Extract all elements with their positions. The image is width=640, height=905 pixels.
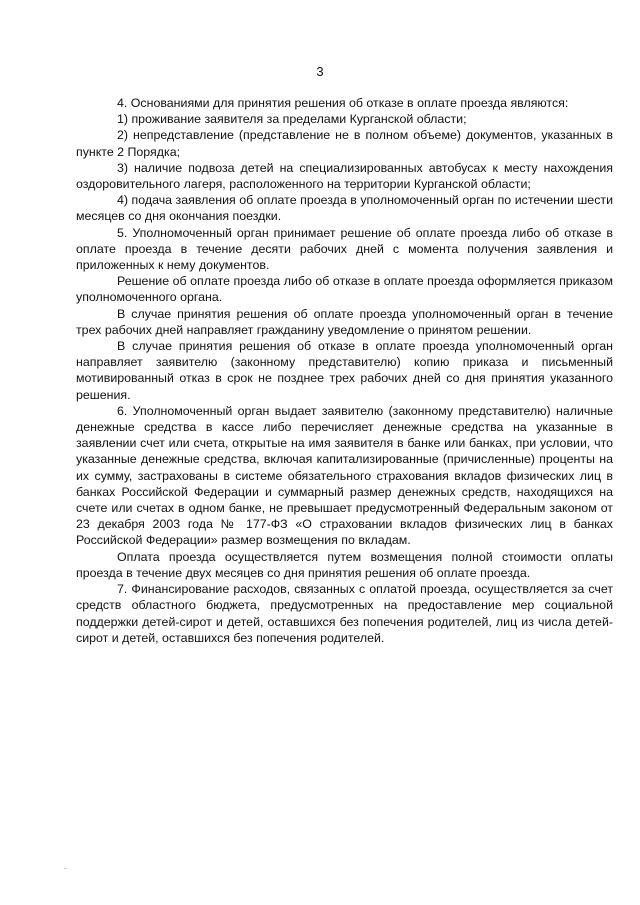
page-number: 3 <box>316 64 324 79</box>
paragraph-refusal-notice: В случае принятия решения об отказе в оплате проезда уполномоченный орган направляет заявителю (законному представителю) копию приказа и письменный мотивированный отказ в срок не позднее трех рабочих дней со дня принятия указанного решения. <box>76 339 613 402</box>
paragraph-payment-term: Оплата проезда осуществляется путем возмещения полной стоимости оплаты проезда в течение двух месяцев со дня принятия решения об оплате проезда. <box>76 549 613 580</box>
paragraph-item-4: 4. Основаниями для принятия решения об отказе в оплате проезда являются: <box>117 96 569 110</box>
paragraph-item-7: 7. Финансирование расходов, связанных с оплатой проезда, осуществляется за счет средств областного бюджета, предусмотренных на предоставление мер социальной поддержки детей-сирот и детей, оставшихся без попечения родителей, лиц из числа детей-сирот и детей, оставшихся без попечения родителей. <box>76 582 613 645</box>
paragraph-item-6: 6. Уполномоченный орган выдает заявителю (законному представителю) наличные денежные средства в кассе либо перечисляет денежные средства на указанные в заявлении счет или счета, открытые на имя заявителя в банке или банках, при условии, что указанные денежные средства, включая капитализированные (причисленные) проценты на их сумму, застрахованы в системе обязательного страхования вкладов физических лиц в банках Российской Федерации и суммарный размер денежных средств, находящихся на счете или счетах в одном банке, не превышает предусмотренный Федеральным законом от 23 декабря 2003 года № 177-ФЗ «О страховании вкладов физических лиц в банках Российской Федерации» размер возмещения по вкладам. <box>76 403 613 548</box>
paragraph-approval-notice: В случае принятия решения об оплате проезда уполномоченный орган в течение трех рабочих дней направляет гражданину уведомление о принятом решении. <box>76 306 613 337</box>
paragraph-item-5: 5. Уполномоченный орган принимает решение об оплате проезда либо об отказе в оплате проезда в течение десяти рабочих дней с момента получения заявления и приложенных к нему документов. <box>76 225 613 273</box>
paragraph-subitem-4: 4) подача заявления об оплате проезда в уполномоченный орган по истечении шести месяцев со дня окончания поездки. <box>76 193 613 224</box>
paragraph-decision-order: Решение об оплате проезда либо об отказе в оплате проезда оформляется приказом уполномоченного органа. <box>76 274 613 305</box>
document-body <box>76 95 613 646</box>
paragraph-subitem-1: 1) проживание заявителя за пределами Курганской области; <box>117 112 467 127</box>
paragraph-subitem-3: 3) наличие подвоза детей на специализированных автобусах к месту нахождения оздоровительного лагеря, расположенного на территории Курганской области; <box>76 160 613 192</box>
paragraph-subitem-2: 2) непредставление (представление не в полном объеме) документов, указанных в пункте 2 Порядка; <box>76 128 613 159</box>
scan-speck <box>64 868 67 869</box>
